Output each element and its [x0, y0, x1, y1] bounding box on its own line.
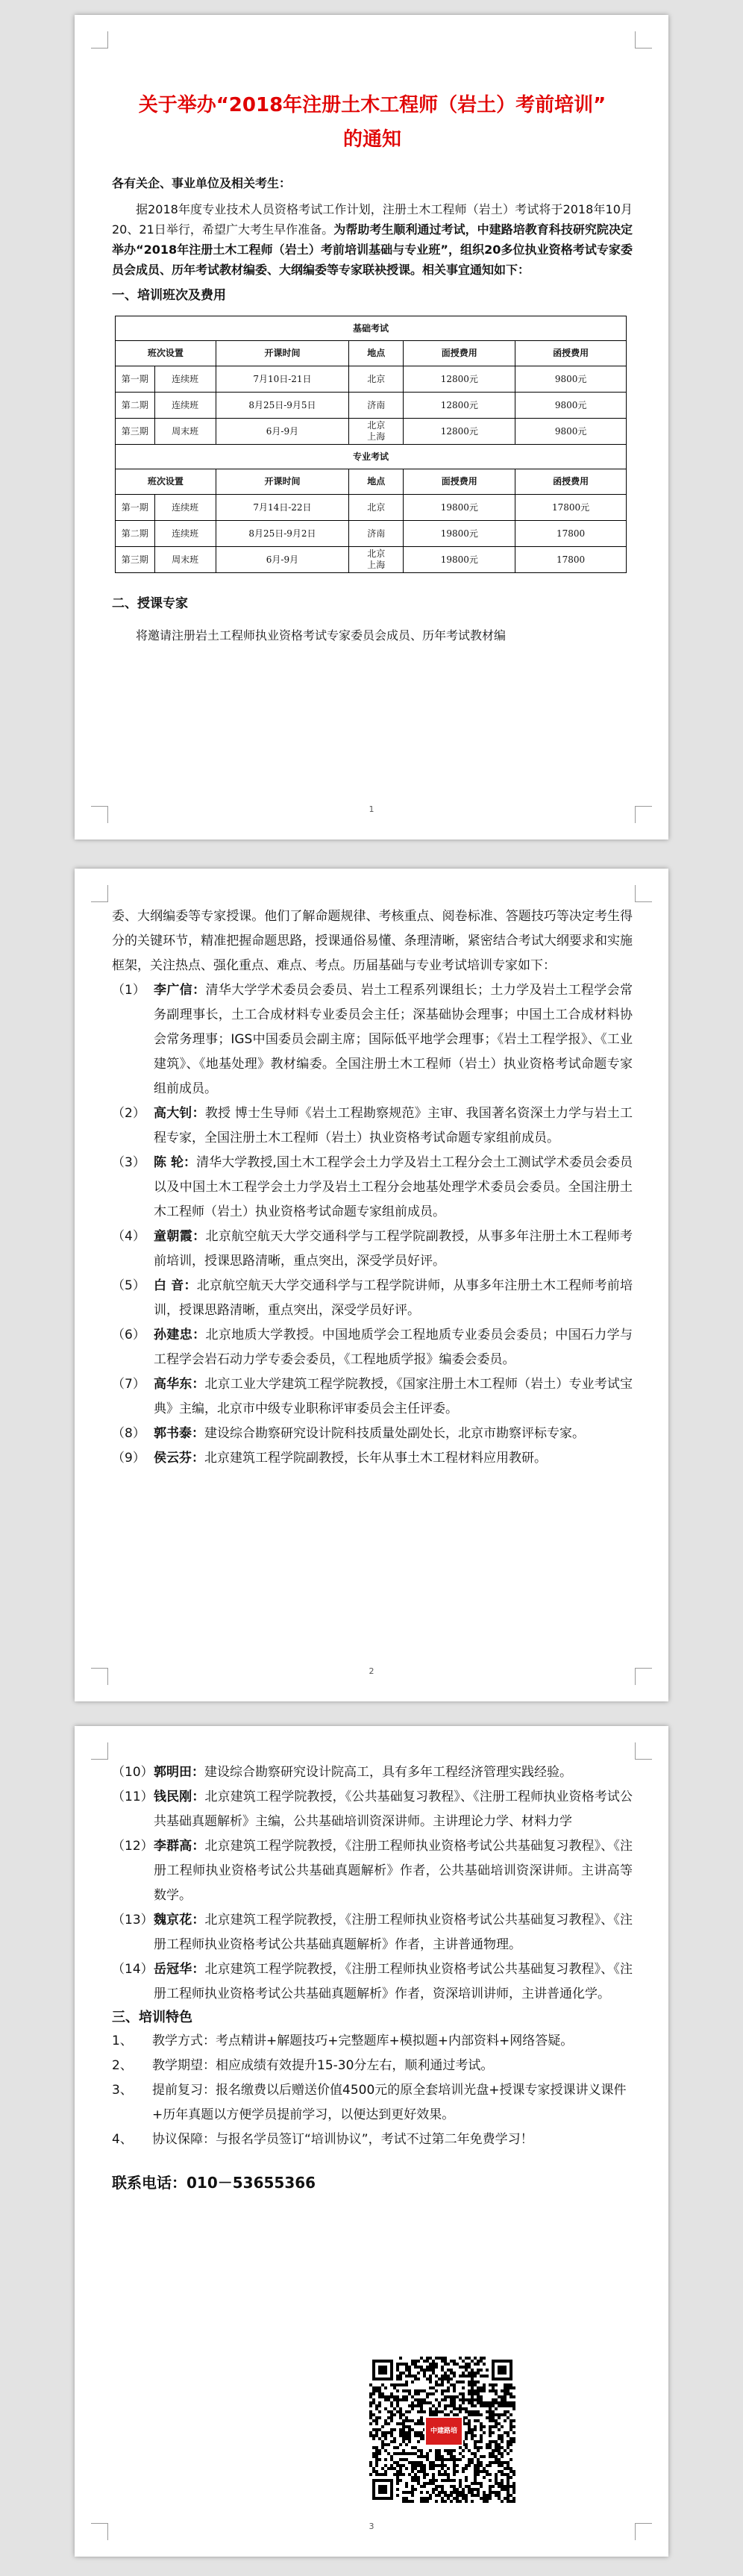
section-heading-features: 三、培训特色: [112, 2010, 192, 2025]
salutation: 各有关企、事业单位及相关考生：: [112, 176, 292, 190]
expert-body: [154, 1908, 633, 1957]
expert-item: [112, 978, 633, 1101]
col-header-place: 地点: [349, 469, 404, 495]
expert-desc: 北京建筑工程学院教授，《注册工程师执业资格考试公共基础复习教程》、《注册工程师执业资格考试公共基础真题解析》作者，主讲普通物理。: [154, 1913, 633, 1952]
cell-period: 第二期: [116, 393, 155, 419]
expert-body: [154, 1225, 633, 1274]
notice-title-line2: 的通知: [342, 128, 401, 151]
page-number: 1: [369, 804, 374, 814]
cell-face-fee: 12800元: [404, 366, 515, 393]
feature-text: 提前复习：报名缴费以后赠送价值4500元的原全套培训光盘+授课专家授课讲义课件+历年真题以方便学员提前学习，以便达到更好效果。: [152, 2083, 627, 2122]
expert-number: （14）: [112, 1962, 154, 1977]
cell-face-fee: 19800元: [404, 495, 515, 521]
expert-name: 童朝霞：: [154, 1229, 206, 1244]
cell-place: 济南: [349, 521, 404, 547]
expert-list-continued: [112, 1760, 633, 2007]
expert-item: [112, 1446, 633, 1471]
expert-desc: 北京建筑工程学院教授，《注册工程师执业资格考试公共基础复习教程》、《注册工程师执业资格考试公共基础真题解析》作者，公共基础培训资深讲师。主讲高等数学。: [154, 1839, 633, 1903]
cell-time: 6月-9月: [216, 419, 348, 445]
cell-remote-fee: 9800元: [515, 366, 627, 393]
experts-intro-start: 将邀请注册岩土工程师执业资格考试专家委员会成员、历年考试教材编: [136, 628, 507, 643]
feature-item: [112, 2029, 633, 2054]
expert-item: [112, 1323, 633, 1372]
feature-number: 3、: [112, 2083, 133, 2098]
expert-number: （7）: [112, 1377, 145, 1392]
page-number: 2: [369, 1666, 374, 1676]
experts-intro-continued: 委、大纲编委等专家授课。他们了解命题规律、考核重点、阅卷标准、答题技巧等决定考生得分的关键环节，精准把握命题思路，授课通俗易懂、条理清晰，紧密结合考试大纲要求和实施框架，关注热点、强化重点、难点、考点。历届基础与专业考试培训专家如下：: [112, 909, 633, 973]
cell-place: 北京 上海: [349, 547, 404, 573]
cell-period: 第三期: [116, 419, 155, 445]
cell-type: 连续班: [154, 393, 216, 419]
expert-body: [154, 1151, 633, 1225]
cell-period: 第一期: [116, 495, 155, 521]
table-row: [116, 419, 627, 445]
col-header-face-fee: 面授费用: [404, 341, 515, 366]
section-heading-classes: 一、培训班次及费用: [112, 288, 226, 303]
expert-number: （1）: [112, 983, 145, 998]
expert-item: [112, 1422, 633, 1446]
table-row: [116, 393, 627, 419]
feature-number: 1、: [112, 2033, 133, 2048]
expert-desc: 北京航空航天大学交通科学与工程学院讲师，从事多年注册土木工程师考前培训，授课思路清晰，重点突出，深受学员好评。: [154, 1278, 633, 1318]
cell-place: 北京: [349, 495, 404, 521]
cell-face-fee: 12800元: [404, 419, 515, 445]
cell-time: 6月-9月: [216, 547, 348, 573]
contact-phone: 联系电话：010－53655366: [112, 2174, 316, 2192]
page-number: 3: [369, 2522, 374, 2531]
expert-desc: 北京航空航天大学交通科学与工程学院副教授，从事多年注册土木工程师考前培训，授课思路清晰，重点突出，深受学员好评。: [154, 1229, 633, 1269]
expert-desc: 教授 博士生导师《岩土工程勘察规范》主审、我国著名资深土力学与岩土工程专家，全国注册土木工程师（岩土）执业资格考试命题专家组前成员。: [154, 1106, 633, 1145]
expert-desc: 北京地质大学教授。中国地质学会工程地质专业委员会委员；中国石力学与工程学会岩石动力学专委会委员，《工程地质学报》编委会委员。: [154, 1328, 633, 1367]
document-page-1: [75, 15, 668, 840]
crop-mark: [91, 885, 108, 902]
cell-place: 北京 上海: [349, 419, 404, 445]
expert-number: （11）: [112, 1789, 154, 1804]
expert-item: [112, 1834, 633, 1908]
crop-mark: [91, 1742, 108, 1760]
cell-time: 8月25日-9月5日: [216, 393, 348, 419]
cell-period: 第三期: [116, 547, 155, 573]
cell-type: 周末班: [154, 547, 216, 573]
section-heading-experts: 二、授课专家: [112, 596, 188, 611]
feature-text: 教学期望：相应成绩有效提升15-30分左右，顺利通过考试。: [152, 2058, 494, 2073]
table-row: [116, 521, 627, 547]
cell-type: 周末班: [154, 419, 216, 445]
expert-number: （4）: [112, 1229, 145, 1244]
expert-name: 郭明田：: [154, 1765, 204, 1780]
expert-body: [154, 1957, 633, 2007]
intro-paragraph: [112, 199, 633, 280]
expert-number: （5）: [112, 1278, 145, 1293]
expert-name: 岳冠华：: [154, 1962, 205, 1977]
expert-body: [154, 1101, 633, 1151]
table-row: [116, 495, 627, 521]
expert-name: 李群高：: [154, 1839, 205, 1854]
document-page-3: [75, 1726, 668, 2557]
expert-number: （2）: [112, 1106, 145, 1121]
cell-time: 7月14日-22日: [216, 495, 348, 521]
feature-item: [112, 2054, 633, 2078]
intro-text-b: 为帮助考生顺利通过考试，中建路培教育科技研究院决定举办“2018年注册土木工程师（岩土）考前培训基础与专业班”，组织20多位执业资格考试专家委员会成员、历年考试教材编委、大纲编委等专家联袂授课。相关事宜通知如下：: [112, 222, 633, 277]
col-header-face-fee: 面授费用: [404, 469, 515, 495]
expert-body: [154, 978, 633, 1101]
expert-item: [112, 1101, 633, 1151]
cell-time: 7月10日-21日: [216, 366, 348, 393]
feature-text: 协议保障：与报名学员签订“培训协议”，考试不过第二年免费学习！: [152, 2132, 533, 2147]
col-header-class: 班次设置: [116, 341, 216, 366]
expert-item: [112, 1225, 633, 1274]
feature-item: [112, 2078, 633, 2128]
expert-name: 李广信：: [154, 983, 206, 998]
expert-body: [154, 1834, 633, 1908]
table-row: [116, 547, 627, 573]
cell-remote-fee: 17800元: [515, 495, 627, 521]
feature-list: [112, 2029, 633, 2152]
col-header-time: 开课时间: [216, 469, 348, 495]
expert-name: 高大钊：: [154, 1106, 205, 1121]
feature-text: 教学方式：考点精讲+解题技巧+完整题库+模拟题+内部资料+网络答疑。: [152, 2033, 574, 2048]
expert-name: 钱民刚：: [154, 1789, 205, 1804]
expert-item: [112, 1372, 633, 1422]
table-row: [116, 366, 627, 393]
cell-type: 连续班: [154, 495, 216, 521]
fee-table-body: [116, 316, 627, 573]
expert-name: 魏京花：: [154, 1913, 205, 1928]
expert-number: （12）: [112, 1839, 154, 1854]
cell-remote-fee: 9800元: [515, 393, 627, 419]
col-header-class: 班次设置: [116, 469, 216, 495]
col-header-remote-fee: 函授费用: [515, 341, 627, 366]
expert-desc: 北京建筑工程学院教授，《注册工程师执业资格考试公共基础复习教程》、《注册工程师执业资格考试公共基础真题解析》作者，资深培训讲师，主讲普通化学。: [154, 1962, 633, 2001]
cell-place: 济南: [349, 393, 404, 419]
feature-item: [112, 2128, 633, 2152]
crop-mark: [91, 31, 108, 49]
expert-name: 侯云芬：: [154, 1451, 204, 1466]
expert-desc: 建设综合勘察研究设计院科技质量处副处长，北京市勘察评标专家。: [204, 1426, 585, 1441]
expert-desc: 清华大学教授,国土木工程学会土力学及岩土工程分会土工测试学术委员会委员以及中国土木工程学会土力学及岩土工程分会地基处理学术委员会委员。全国注册土木工程师（岩土）执业资格考试命题专家组前成员。: [154, 1155, 633, 1219]
cell-time: 8月25日-9月2日: [216, 521, 348, 547]
cell-type: 连续班: [154, 366, 216, 393]
cell-period: 第二期: [116, 521, 155, 547]
expert-number: （6）: [112, 1328, 145, 1342]
cell-period: 第一期: [116, 366, 155, 393]
expert-number: （9）: [112, 1451, 145, 1466]
col-header-remote-fee: 函授费用: [515, 469, 627, 495]
expert-number: （3）: [112, 1155, 145, 1170]
expert-name: 郭书泰：: [154, 1426, 204, 1441]
expert-list: [112, 978, 633, 1471]
expert-desc: 北京建筑工程学院教授，《公共基础复习教程》、《注册工程师执业资格考试公共基础真题解析》主编，公共基础培训资深讲师。主讲理论力学、材料力学: [154, 1789, 633, 1829]
cell-face-fee: 12800元: [404, 393, 515, 419]
expert-item: [112, 1785, 633, 1834]
expert-name: 陈 轮：: [154, 1155, 197, 1170]
caption-basic-exam: 基础考试: [116, 316, 627, 341]
expert-item: [112, 1908, 633, 1957]
qr-logo: 中建路培: [424, 2416, 463, 2446]
expert-body: [154, 1422, 633, 1446]
expert-item: [112, 1151, 633, 1225]
notice-title-line1: 关于举办“2018年注册土木工程师（岩土）考前培训”: [138, 94, 606, 116]
expert-number: （13）: [112, 1913, 154, 1928]
table-header-row: [116, 469, 627, 495]
intro-text-a: 据2018年度专业技术人员资格考试工作计划，注册土木工程师（岩土）考试将于2018年10月20、21日举行，希望广大考生早作准备。: [112, 202, 633, 237]
expert-item: [112, 1274, 633, 1323]
cell-type: 连续班: [154, 521, 216, 547]
fee-table: [115, 316, 627, 573]
qr-code-image: [366, 2353, 519, 2507]
expert-body: [154, 1323, 633, 1372]
cell-remote-fee: 17800: [515, 521, 627, 547]
expert-body: [154, 1372, 633, 1422]
expert-name: 高华东：: [154, 1377, 205, 1392]
cell-remote-fee: 9800元: [515, 419, 627, 445]
expert-desc: 北京工业大学建筑工程学院教授，《国家注册土木工程师（岩土）专业考试宝典》主编，北京市中级专业职称评审委员会主任评委。: [154, 1377, 633, 1416]
cell-face-fee: 19800元: [404, 521, 515, 547]
expert-name: 白 音：: [154, 1278, 197, 1293]
crop-mark: [635, 1742, 652, 1760]
feature-number: 4、: [112, 2132, 133, 2147]
document-page-2: [75, 869, 668, 1701]
expert-body: [154, 1785, 633, 1834]
expert-item: [112, 1957, 633, 2007]
expert-desc: 清华大学学术委员会委员、岩土工程系列课组长；土力学及岩土工程学会常务副理事长，土工合成材料专业委员会主任；深基础协会理事；中国土工合成材料协会常务理事；IGS中国委员会副主席；国际低平地学会理事；《岩土工程学报》、《工业建筑》、《地基处理》教材编委。全国注册土木工程师（岩土）执业资格考试命题专家组前成员。: [154, 983, 633, 1096]
expert-desc: 北京建筑工程学院副教授，长年从事土木工程材料应用教研。: [204, 1451, 547, 1466]
expert-item: [112, 1760, 633, 1785]
expert-number: （10）: [112, 1765, 154, 1780]
expert-desc: 建设综合勘察研究设计院高工，具有多年工程经济管理实践经验。: [204, 1765, 572, 1780]
crop-mark: [635, 31, 652, 49]
feature-number: 2、: [112, 2058, 133, 2073]
expert-body: [154, 1446, 633, 1471]
cell-place: 北京: [349, 366, 404, 393]
crop-mark: [635, 885, 652, 902]
expert-body: [154, 1760, 633, 1785]
expert-number: （8）: [112, 1426, 145, 1441]
table-header-row: [116, 341, 627, 366]
col-header-time: 开课时间: [216, 341, 348, 366]
cell-remote-fee: 17800: [515, 547, 627, 573]
expert-name: 孙建忠：: [154, 1328, 206, 1342]
caption-pro-exam: 专业考试: [116, 445, 627, 469]
col-header-place: 地点: [349, 341, 404, 366]
expert-body: [154, 1274, 633, 1323]
cell-face-fee: 19800元: [404, 547, 515, 573]
